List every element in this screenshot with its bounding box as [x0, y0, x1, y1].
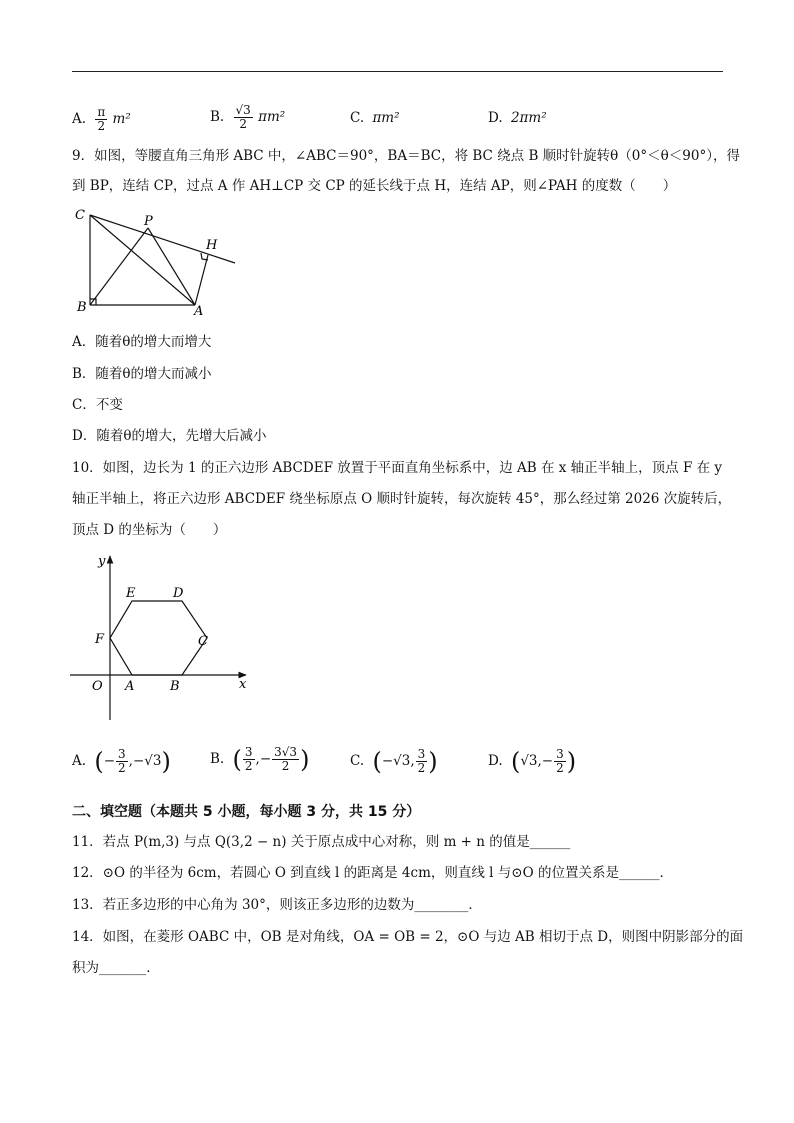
q13-text: 13．若正多边形的中心角为 30°，则该正多边形的边数为________． — [72, 897, 482, 913]
label-o: O — [92, 679, 103, 694]
q9-figure — [70, 205, 250, 320]
label-h: H — [206, 238, 218, 253]
q10-figure — [70, 550, 255, 725]
label-d: D — [173, 586, 184, 601]
q11-text: 11．若点 P(m,3) 与点 Q(3,2 − n) 关于原点成中心对称，则 m + n 的值是______ — [72, 834, 571, 850]
section2-title: 二、填空题（本题共 5 小题，每小题 3 分，共 15 分） — [72, 804, 421, 820]
label-e: E — [126, 586, 136, 601]
segment-pa — [148, 228, 195, 305]
q10-option-a: A. (− $\frac{3}{2}$ ,−√3) — [72, 747, 171, 776]
label-a: A — [194, 304, 204, 319]
label-f: F — [95, 632, 105, 647]
segment-ca — [90, 215, 195, 305]
q10-text-line1: 10．如图，边长为 1 的正六边形 ABCDEF 放置于平面直角坐标系中，边 AB 在 x 轴正半轴上，顶点 F 在 y — [72, 460, 723, 476]
q10-option-d: D. (√3,− $\frac{3}{2}$ ) — [488, 747, 577, 776]
label-b: B — [77, 300, 87, 315]
q14-text-line1: 14．如图，在菱形 OABC 中，OB 是对角线，OA = OB = 2，⊙O 与边 AB 相切于点 D，则图中阴影部分的面 — [72, 929, 744, 945]
q8-option-d: D. 2πm² — [488, 110, 547, 126]
q14-text-line2: 积为_______． — [72, 960, 160, 976]
q8-option-c: C. πm² — [350, 110, 400, 126]
q10-text-line3: 顶点 D 的坐标为（ ） — [72, 522, 227, 538]
q9-option-c: C．不变 — [72, 397, 123, 413]
q10-option-b: B. ( $\frac{3}{2}$ ,− $\frac{3√3}{2}$ ) — [210, 745, 310, 774]
q9-option-d: D．随着θ的增大，先增大后减小 — [72, 428, 267, 444]
q10-option-c: C. (−√3, $\frac{3}{2}$ ) — [350, 747, 438, 776]
q12-text: 12．⊙O 的半径为 6cm，若圆心 O 到直线 l 的距离是 4cm，则直线 l 与⊙O 的位置关系是______． — [72, 865, 673, 881]
header-rule — [72, 71, 723, 72]
q9-option-a: A．随着θ的增大而增大 — [72, 334, 212, 350]
label-c: C — [75, 208, 85, 223]
label-y: y — [98, 554, 106, 569]
label-p: P — [144, 214, 153, 229]
q9-text-line2: 到 BP，连结 CP，过点 A 作 AH⊥CP 交 CP 的延长线于点 H，连结 AP，则∠PAH 的度数（ ） — [72, 178, 677, 194]
label-b: B — [170, 679, 180, 694]
segment-ah — [195, 255, 208, 305]
q8-option-a: A. $\frac{\pi}{2}$ m² — [72, 105, 131, 133]
q9-text-line1: 9．如图，等腰直角三角形 ABC 中，∠ABC＝90°，BA＝BC，将 BC 绕点 B 顺时针旋转θ（0°＜θ＜90°），得 — [72, 148, 740, 164]
q9-option-b: B．随着θ的增大而减小 — [72, 366, 212, 382]
label-x: x — [239, 677, 247, 692]
label-c: C — [198, 634, 208, 649]
label-a: A — [125, 679, 135, 694]
q10-text-line2: 轴正半轴上，将正六边形 ABCDEF 绕坐标原点 O 顺时针旋转，每次旋转 45°，那么经过第 2026 次旋转后， — [72, 491, 732, 507]
q8-option-b: B. $\frac{√3}{2}$ πm² — [210, 103, 286, 131]
hexagon-abcdef — [110, 601, 207, 675]
